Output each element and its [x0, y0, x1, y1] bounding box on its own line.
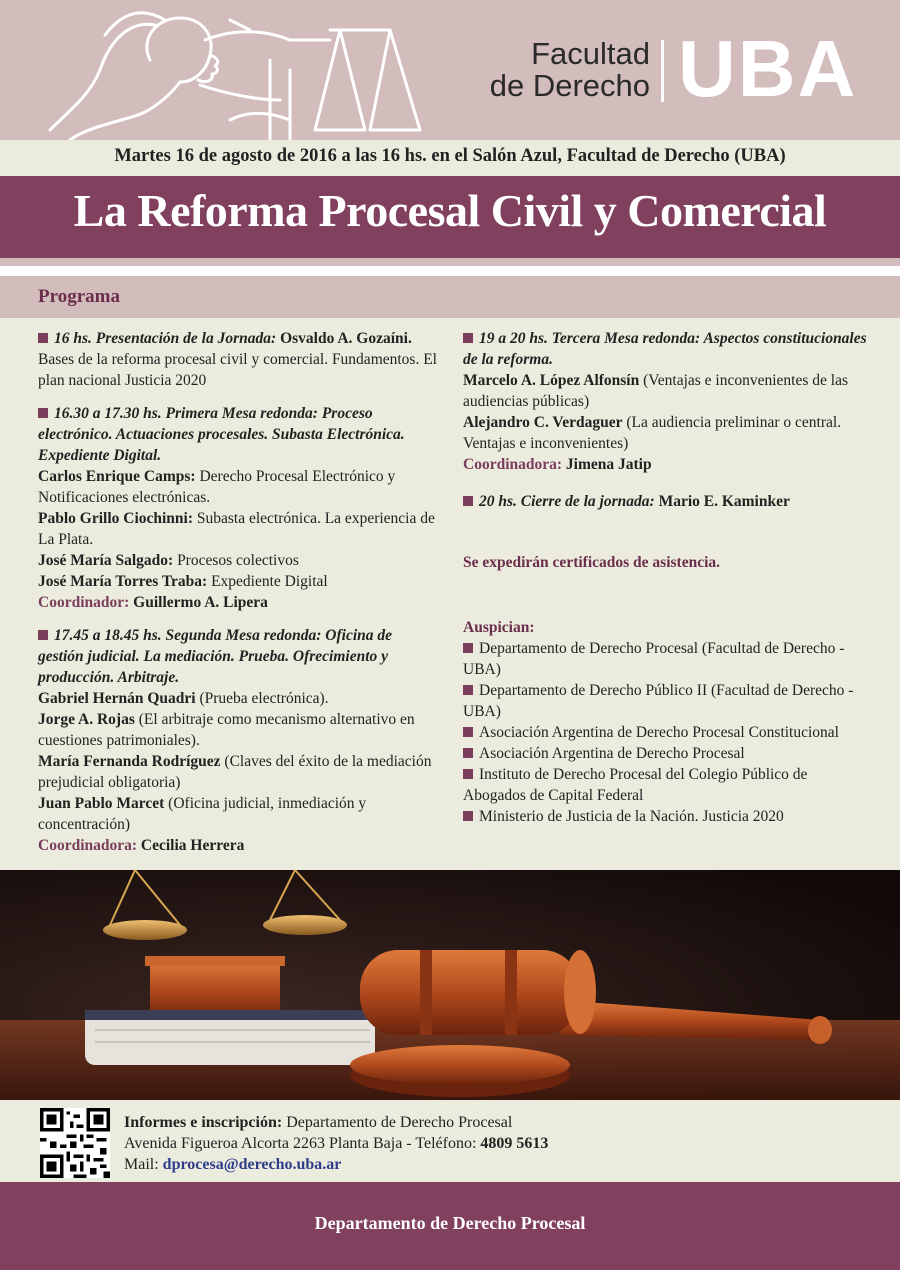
event-date-line: Martes 16 de agosto de 2016 a las 16 hs. en el Salón Azul, Facultad de Derecho (UBA) [114, 146, 786, 166]
coordinator-name: Cecilia Herrera [140, 837, 245, 854]
event-title: La Reforma Procesal Civil y Comercial [73, 185, 827, 236]
speaker-topic: (Prueba electrónica). [199, 690, 329, 707]
program-left-column [38, 328, 438, 868]
bullet-square-icon [38, 630, 48, 640]
bullet-square-icon [38, 333, 48, 343]
faculty-name [462, 38, 650, 102]
speaker-topic: Derecho Procesal Electrónico y Notificaciones electrónicas. [38, 468, 396, 506]
contact-info [124, 1112, 548, 1175]
speaker-name: Gabriel Hernán Quadri [38, 690, 196, 707]
qr-code[interactable] [40, 1108, 110, 1178]
book-icon [85, 1010, 375, 1065]
speaker-name: Mario E. Kaminker [658, 493, 790, 510]
session-lead: 20 hs. Cierre de la jornada: [479, 493, 655, 510]
header-divider [661, 40, 664, 102]
info-section [0, 1100, 900, 1182]
faculty-line2: de Derecho [489, 68, 650, 103]
faculty-line1: Facultad [531, 36, 650, 71]
session-lead: 17.45 a 18.45 hs. Segunda Mesa redonda: Oficina de gestión judicial. La mediación. Prueba. Ofrecimiento y producción. Arbitraje. [38, 627, 393, 686]
bullet-square-icon [463, 643, 473, 653]
sponsor-item: Asociación Argentina de Derecho Procesal [463, 743, 873, 764]
session-third-panel [463, 328, 873, 475]
speaker-name: Juan Pablo Marcet [38, 795, 165, 812]
sponsor-item: Ministerio de Justicia de la Nación. Justicia 2020 [463, 806, 873, 827]
footer-department: Departamento de Derecho Procesal [314, 1213, 586, 1233]
sponsor-item: Departamento de Derecho Procesal (Facultad de Derecho - UBA) [463, 640, 845, 678]
bullet-square-icon [463, 727, 473, 737]
sponsor-item: Instituto de Derecho Procesal del Colegio Público de Abogados de Capital Federal [463, 766, 808, 804]
speaker-topic: (Ventajas e inconvenientes de las audiencias públicas) [463, 372, 848, 410]
program-bar [0, 276, 900, 318]
coordinator-name: Guillermo A. Lipera [133, 594, 268, 611]
coordinator-label: Coordinadora: [38, 837, 138, 854]
sponsor-item: Asociación Argentina de Derecho Procesal Constitucional [463, 722, 873, 743]
justice-figure-illustration [30, 0, 430, 140]
session-closing [463, 491, 873, 512]
bullet-square-icon [38, 408, 48, 418]
speaker-name: María Fernanda Rodríguez [38, 753, 221, 770]
speaker-name: José María Torres Traba: [38, 573, 208, 590]
sponsor-item: Departamento de Derecho Público II (Facultad de Derecho - UBA) [463, 682, 854, 720]
bullet-square-icon [463, 811, 473, 821]
session-lead: 16.30 a 17.30 hs. Primera Mesa redonda: Proceso electrónico. Actuaciones procesales. Subasta Electrónica. Expediente Digital. [38, 405, 405, 464]
speaker-topic: (El arbitraje como mecanismo alternativo en cuestiones patrimoniales). [38, 711, 415, 749]
program-right-column [463, 328, 873, 827]
program-content [0, 318, 900, 870]
date-strip [0, 140, 900, 176]
bullet-square-icon [463, 333, 473, 343]
sponsors-heading: Auspician: [463, 619, 535, 636]
title-band [0, 176, 900, 266]
info-address: Avenida Figueroa Alcorta 2263 Planta Baja - Teléfono: [124, 1135, 477, 1152]
speaker-name: José María Salgado: [38, 552, 174, 569]
speaker-name: Carlos Enrique Camps: [38, 468, 196, 485]
speaker-topic: Procesos colectivos [177, 552, 299, 569]
coordinator-label: Coordinadora: [463, 456, 563, 473]
sponsors [463, 617, 873, 827]
speaker-name: Osvaldo A. Gozaíni. [280, 330, 412, 347]
speaker-topic: Expediente Digital [211, 573, 328, 590]
gavel-photo [0, 870, 900, 1100]
bullet-square-icon [463, 496, 473, 506]
info-label: Informes e inscripción: [124, 1114, 283, 1131]
email-link[interactable]: dprocesa@derecho.uba.ar [162, 1156, 342, 1173]
bullet-square-icon [463, 685, 473, 695]
session-description: Bases de la reforma procesal civil y comercial. Fundamentos. El plan nacional Justicia 2020 [38, 351, 437, 389]
footer [0, 1182, 900, 1270]
header [0, 0, 900, 140]
coordinator-label: Coordinador: [38, 594, 130, 611]
session-presentation [38, 328, 438, 391]
speaker-name: Alejandro C. Verdaguer [463, 414, 623, 431]
speaker-topic: Subasta electrónica. La experiencia de La Plata. [38, 510, 435, 548]
program-heading: Programa [38, 286, 120, 307]
speaker-name: Pablo Grillo Ciochinni: [38, 510, 194, 527]
speaker-topic: (La audiencia preliminar o central. Ventajas e inconvenientes) [463, 414, 842, 452]
uba-logo: UBA [678, 24, 858, 113]
speaker-topic: (Oficina judicial, inmediación y concentración) [38, 795, 367, 833]
bullet-square-icon [463, 748, 473, 758]
mail-label: Mail: [124, 1156, 159, 1173]
coordinator-name: Jimena Jatip [565, 456, 652, 473]
session-lead: 16 hs. Presentación de la Jornada: [54, 330, 277, 347]
info-phone: 4809 5613 [480, 1135, 549, 1152]
speaker-topic: (Claves del éxito de la mediación prejudicial obligatoria) [38, 753, 432, 791]
bullet-square-icon [463, 769, 473, 779]
speaker-name: Jorge A. Rojas [38, 711, 135, 728]
certificates-note: Se expedirán certificados de asistencia. [463, 554, 721, 571]
session-lead: 19 a 20 hs. Tercera Mesa redonda: Aspectos constitucionales de la reforma. [463, 330, 867, 368]
gavel-photo-art [0, 870, 900, 1100]
speaker-name: Marcelo A. López Alfonsín [463, 372, 640, 389]
info-department: Departamento de Derecho Procesal [286, 1114, 513, 1131]
session-first-panel [38, 403, 438, 613]
session-second-panel [38, 625, 438, 856]
